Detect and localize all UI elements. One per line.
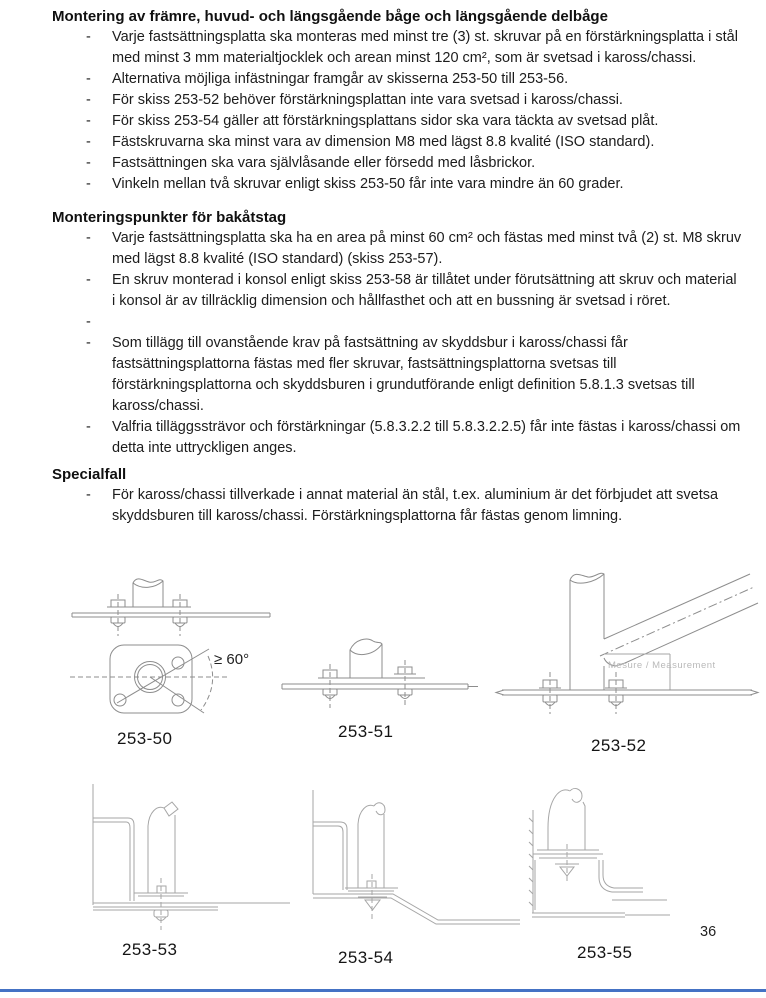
wall-profile-hatched [529, 810, 533, 913]
technical-drawing-253-50 [57, 572, 272, 737]
bullet-text: En skruv monterad i konsol enligt skiss 253-58 är tillåtet under förutsättning att skruv och material i konsol är av tillräcklig dimension och hållfasthet och att en bussning är svetsad i röret. [112, 272, 737, 309]
bullet-marker: - [86, 113, 91, 129]
tube-with-cut-top [148, 802, 178, 893]
figure-label: 253-50 [117, 729, 173, 748]
figure-253-53 [78, 782, 293, 967]
bullet-marker: - [86, 272, 91, 288]
figure-label: 253-54 [338, 948, 394, 967]
figure-label: 253-55 [577, 943, 633, 962]
bullet-marker: - [86, 29, 91, 45]
figure-253-51 [268, 632, 483, 747]
technical-drawing-253-54 [290, 782, 525, 944]
bullet-text: För kaross/chassi tillverkade i annat material än stål, t.ex. aluminium är det förbjudet att svetsa skyddsburen till kaross/chassi. Förstärkningsplattorna får fästas genom limning. [112, 487, 719, 524]
bullet-text: Fastsättningen ska vara självlåsande eller försedd med låsbrickor. [112, 155, 536, 171]
figure-253-52 [494, 562, 764, 762]
section-heading: Monteringspunkter för bakåtstag [52, 209, 287, 226]
bullet-marker: - [86, 419, 91, 435]
technical-drawing-253-55 [515, 782, 765, 944]
bolt-left [319, 664, 341, 708]
mounting-plate-side-view [72, 607, 270, 617]
bullet-text: Varje fastsättningsplatta ska ha en area på minst 60 cm² och fästas med minst två (2) st. M8 skruv med lägst 8.8 kvalité (ISO standard) (skiss 253-57). [112, 230, 742, 267]
bolt-left [539, 672, 561, 714]
bullet-text: Fästskruvarna ska minst vara av dimension M8 med lägst 8.8 kvalité (ISO standard). [112, 134, 655, 150]
bullet-marker: - [86, 134, 91, 150]
bullet-text: Varje fastsättningsplatta ska monteras med minst tre (3) st. skruvar på en förstärkningsplatta i stål med minst 3 mm materialtjocklek och arean minst 120 cm², som är svetsad i kaross/chassi. [112, 29, 738, 66]
technical-drawing-253-52 [494, 562, 764, 742]
mounting-plate [282, 678, 478, 689]
bullet-marker: - [86, 230, 91, 246]
bullet-text: Vinkeln mellan två skruvar enligt skiss 253-50 får inte vara mindre än 60 grader. [112, 176, 624, 192]
section-heading: Specialfall [52, 466, 127, 483]
bullet-text: Alternativa möjliga infästningar framgår av skisserna 253-50 till 253-56. [112, 71, 569, 87]
stepped-floor-profile [313, 894, 520, 924]
bullet-marker: - [86, 314, 91, 330]
base-plate-and-bolt [134, 878, 188, 930]
bullet-marker: - [86, 92, 91, 108]
figure-253-55 [515, 782, 765, 967]
bullet-text: Valfria tilläggssträvor och förstärkningar (5.8.3.2.2 till 5.8.3.2.2.5) får inte fästas i kaross/chassi om detta inte uttryckligen anges. [112, 419, 741, 456]
page-number: 36 [700, 924, 717, 940]
measurement-annotation: Mesure / Measurement [608, 660, 716, 671]
technical-drawing-253-51 [268, 632, 483, 722]
bolt-right [605, 672, 627, 714]
diagonal-tube [600, 574, 758, 666]
bullet-marker: - [86, 487, 91, 503]
wall-profile [93, 784, 134, 905]
floor-profile [93, 903, 290, 910]
reinforcement-box [535, 860, 667, 910]
figure-253-54 [290, 782, 525, 972]
floor-profile [532, 913, 670, 917]
plate-plan-view [70, 645, 229, 713]
vertical-tube [570, 573, 604, 690]
technical-drawing-253-53 [78, 782, 293, 937]
bullet-marker: - [86, 71, 91, 87]
angle-annotation: ≥ 60° [214, 651, 250, 668]
bullet-text: För skiss 253-52 behöver förstärkningsplattan inte vara svetsad i kaross/chassi. [112, 92, 623, 108]
section-heading: Montering av främre, huvud- och längsgående båge och längsgående delbåge [52, 8, 608, 25]
tube-with-cut-top [548, 789, 585, 850]
figure-label: 253-51 [338, 722, 394, 741]
tube-side-view [133, 579, 163, 607]
base-plate-and-bolt [345, 874, 398, 920]
tube-stub [350, 639, 382, 678]
bullet-text: Som tillägg till ovanstående krav på fastsättning av skyddsbur i kaross/chassi får fastsättningsplattorna fästas med fler skruvar, fastsättningsplattorna svetsas till förstärkningsplattorna och skyddsburen i grundutförande enligt definition 5.8.1.3 svetsas till kaross/chassi. [112, 335, 695, 414]
washer-stack [533, 850, 603, 858]
bullet-marker: - [86, 335, 91, 351]
wall-profile [313, 790, 347, 894]
mounting-plate [496, 690, 758, 695]
figure-label: 253-53 [122, 940, 178, 959]
bullet-marker: - [86, 155, 91, 171]
figure-label: 253-52 [591, 736, 647, 755]
bullet-marker: - [86, 176, 91, 192]
bullet-text: För skiss 253-54 gäller att förstärkningsplattans sidor ska vara täckta av svetsad plåt. [112, 113, 659, 129]
figure-253-50 [57, 572, 272, 757]
footer-rule [0, 989, 766, 992]
bolt-left [107, 594, 129, 636]
bolt-right [169, 594, 191, 636]
